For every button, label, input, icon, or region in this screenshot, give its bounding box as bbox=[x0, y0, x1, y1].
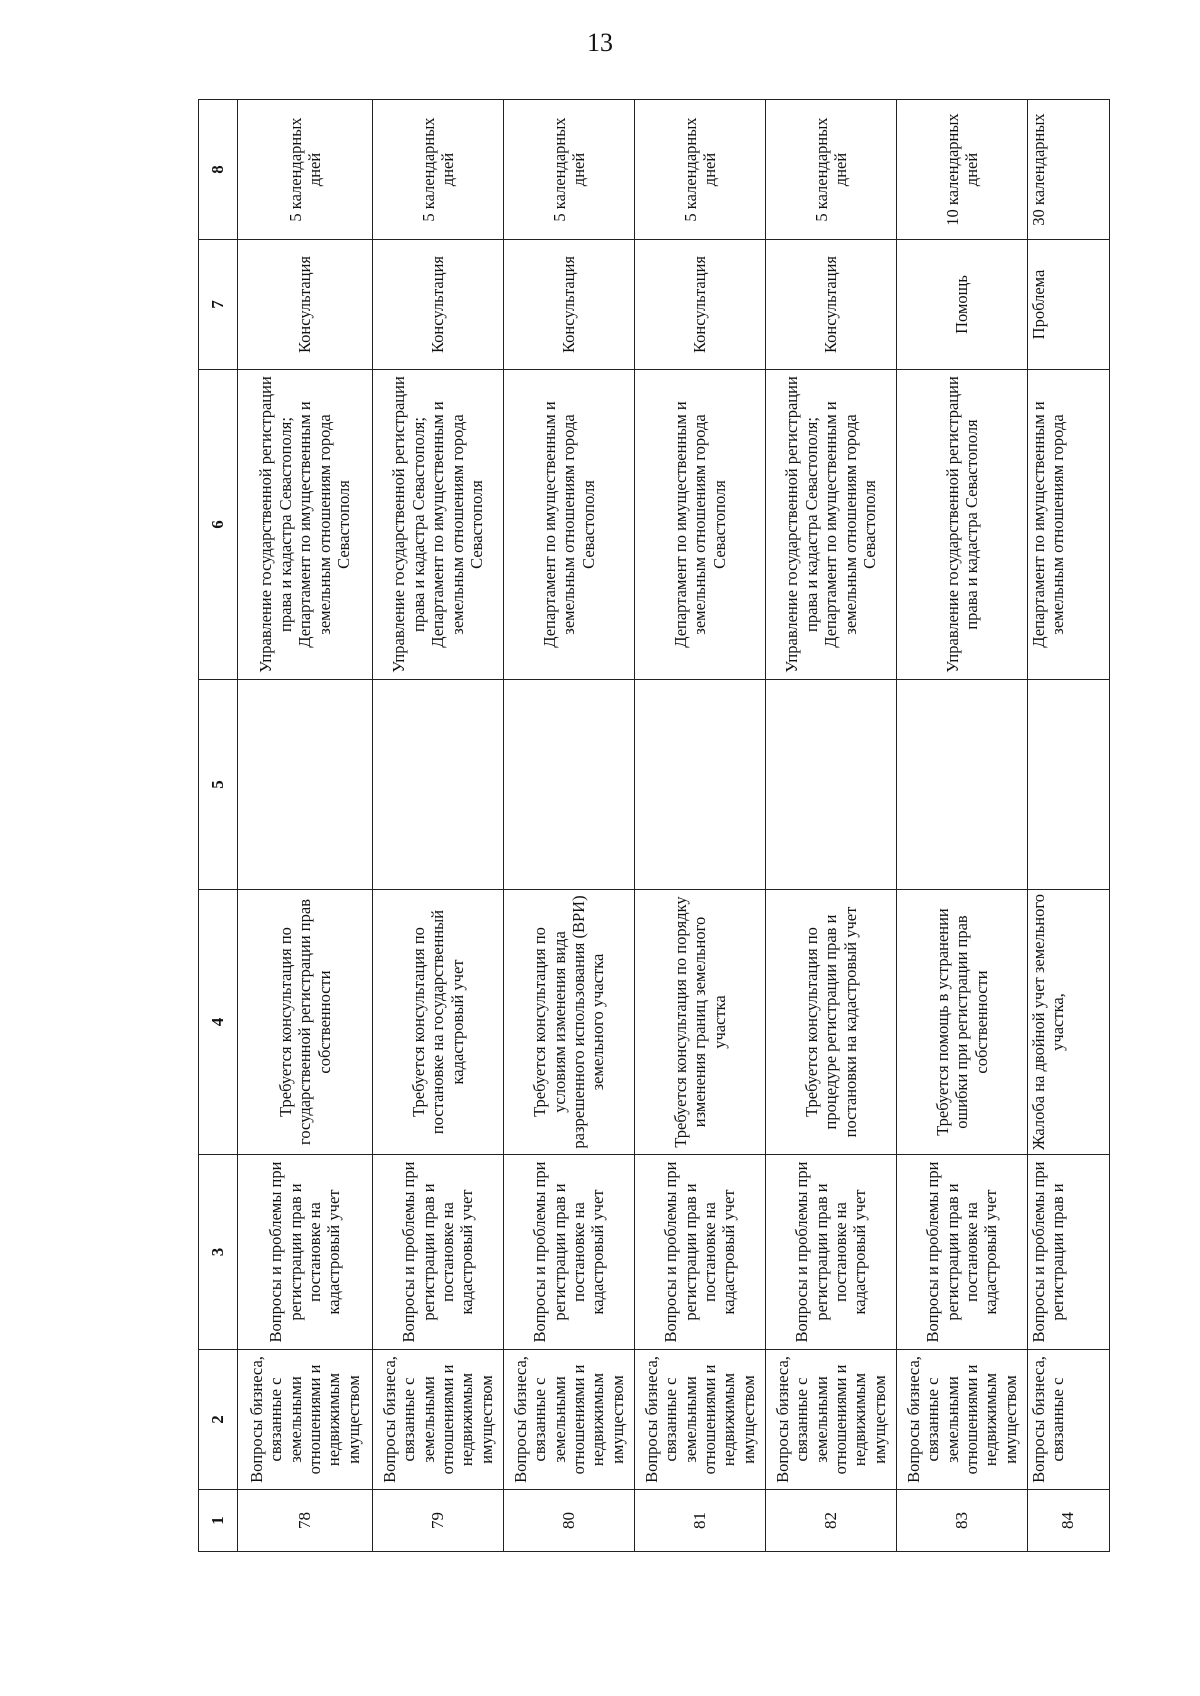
category-cell: Вопросы бизнеса, связанные с земельными отношениями и недвижимым имуществом bbox=[504, 1350, 635, 1490]
authority-cell: Департамент по имущественным и земельным отношениям города Севастополя bbox=[635, 370, 766, 680]
empty-cell bbox=[504, 680, 635, 890]
category-cell: Вопросы бизнеса, связанные с bbox=[1028, 1350, 1110, 1490]
category-cell: Вопросы бизнеса, связанные с земельными отношениями и недвижимым имуществом bbox=[897, 1350, 1028, 1490]
type-cell: Проблема bbox=[1028, 240, 1110, 370]
type-cell: Помощь bbox=[897, 240, 1028, 370]
term-cell: 5 календарных дней bbox=[238, 100, 373, 240]
description-cell: Требуется консультация по условиям изменения вида разрешенного использования (ВРИ) земельного участка bbox=[504, 890, 635, 1155]
description-cell: Требуется консультация по порядку изменения границ земельного участка bbox=[635, 890, 766, 1155]
description-cell: Требуется помощь в устранении ошибки при регистрации прав собственности bbox=[897, 890, 1028, 1155]
term-cell: 5 календарных дней bbox=[766, 100, 897, 240]
description-cell: Жалоба на двойной учет земельного участка, bbox=[1028, 890, 1110, 1155]
term-cell: 5 календарных дней bbox=[504, 100, 635, 240]
header-cell-5: 5 bbox=[199, 680, 238, 890]
header-cell-7: 7 bbox=[199, 240, 238, 370]
authority-cell: Управление государственной регистрации права и кадастра Севастополя; Департамент по имущественным и земельным отношениям города Севастополя bbox=[373, 370, 504, 680]
header-cell-1: 1 bbox=[199, 1490, 238, 1552]
authority-cell: Департамент по имущественным и земельным отношениям города Севастополя bbox=[504, 370, 635, 680]
table-row bbox=[238, 100, 373, 1552]
description-cell: Требуется консультация по постановке на государственный кадастровый учет bbox=[373, 890, 504, 1155]
page-number: 13 bbox=[587, 28, 613, 57]
topic-cell: Вопросы и проблемы при регистрации прав и bbox=[1028, 1155, 1110, 1350]
empty-cell bbox=[635, 680, 766, 890]
authority-cell: Департамент по имущественным и земельным отношениям города bbox=[1028, 370, 1110, 680]
authority-cell: Управление государственной регистрации права и кадастра Севастополя; Департамент по имущественным и земельным отношениям города Севастополя bbox=[766, 370, 897, 680]
description-cell: Требуется консультация по государственной регистрации прав собственности bbox=[238, 890, 373, 1155]
term-cell: 10 календарных дней bbox=[897, 100, 1028, 240]
empty-cell bbox=[766, 680, 897, 890]
row-number: 78 bbox=[238, 1490, 373, 1552]
row-number: 82 bbox=[766, 1490, 897, 1552]
authority-cell: Управление государственной регистрации права и кадастра Севастополя bbox=[897, 370, 1028, 680]
topic-cell: Вопросы и проблемы при регистрации прав и постановке на кадастровый учет bbox=[504, 1155, 635, 1350]
table-row bbox=[1028, 100, 1110, 1552]
header-row bbox=[199, 100, 238, 1552]
empty-cell bbox=[373, 680, 504, 890]
services-table bbox=[198, 99, 1110, 1552]
topic-cell: Вопросы и проблемы при регистрации прав и постановке на кадастровый учет bbox=[897, 1155, 1028, 1350]
term-cell: 5 календарных дней bbox=[635, 100, 766, 240]
row-number: 84 bbox=[1028, 1490, 1110, 1552]
category-cell: Вопросы бизнеса, связанные с земельными отношениями и недвижимым имуществом bbox=[238, 1350, 373, 1490]
row-number: 81 bbox=[635, 1490, 766, 1552]
category-cell: Вопросы бизнеса, связанные с земельными отношениями и недвижимым имуществом bbox=[373, 1350, 504, 1490]
type-cell: Консультация bbox=[635, 240, 766, 370]
row-number: 80 bbox=[504, 1490, 635, 1552]
table-row bbox=[766, 100, 897, 1552]
row-number: 79 bbox=[373, 1490, 504, 1552]
row-number: 83 bbox=[897, 1490, 1028, 1552]
empty-cell bbox=[1028, 680, 1110, 890]
term-cell: 30 календарных bbox=[1028, 100, 1110, 240]
table-row bbox=[897, 100, 1028, 1552]
table-row bbox=[504, 100, 635, 1552]
authority-cell: Управление государственной регистрации права и кадастра Севастополя; Департамент по имущественным и земельным отношениям города Севастополя bbox=[238, 370, 373, 680]
table-row bbox=[635, 100, 766, 1552]
empty-cell bbox=[897, 680, 1028, 890]
topic-cell: Вопросы и проблемы при регистрации прав и постановке на кадастровый учет bbox=[238, 1155, 373, 1350]
empty-cell bbox=[238, 680, 373, 890]
term-cell: 5 календарных дней bbox=[373, 100, 504, 240]
rotated-table-container bbox=[198, 100, 1110, 1552]
type-cell: Консультация bbox=[766, 240, 897, 370]
header-cell-3: 3 bbox=[199, 1155, 238, 1350]
type-cell: Консультация bbox=[238, 240, 373, 370]
category-cell: Вопросы бизнеса, связанные с земельными отношениями и недвижимым имуществом bbox=[766, 1350, 897, 1490]
topic-cell: Вопросы и проблемы при регистрации прав и постановке на кадастровый учет bbox=[373, 1155, 504, 1350]
description-cell: Требуется консультация по процедуре регистрации прав и постановки на кадастровый учет bbox=[766, 890, 897, 1155]
type-cell: Консультация bbox=[504, 240, 635, 370]
header-cell-6: 6 bbox=[199, 370, 238, 680]
topic-cell: Вопросы и проблемы при регистрации прав и постановке на кадастровый учет bbox=[635, 1155, 766, 1350]
type-cell: Консультация bbox=[373, 240, 504, 370]
topic-cell: Вопросы и проблемы при регистрации прав и постановке на кадастровый учет bbox=[766, 1155, 897, 1350]
header-cell-8: 8 bbox=[199, 100, 238, 240]
category-cell: Вопросы бизнеса, связанные с земельными отношениями и недвижимым имуществом bbox=[635, 1350, 766, 1490]
header-cell-2: 2 bbox=[199, 1350, 238, 1490]
table-row bbox=[373, 100, 504, 1552]
header-cell-4: 4 bbox=[199, 890, 238, 1155]
